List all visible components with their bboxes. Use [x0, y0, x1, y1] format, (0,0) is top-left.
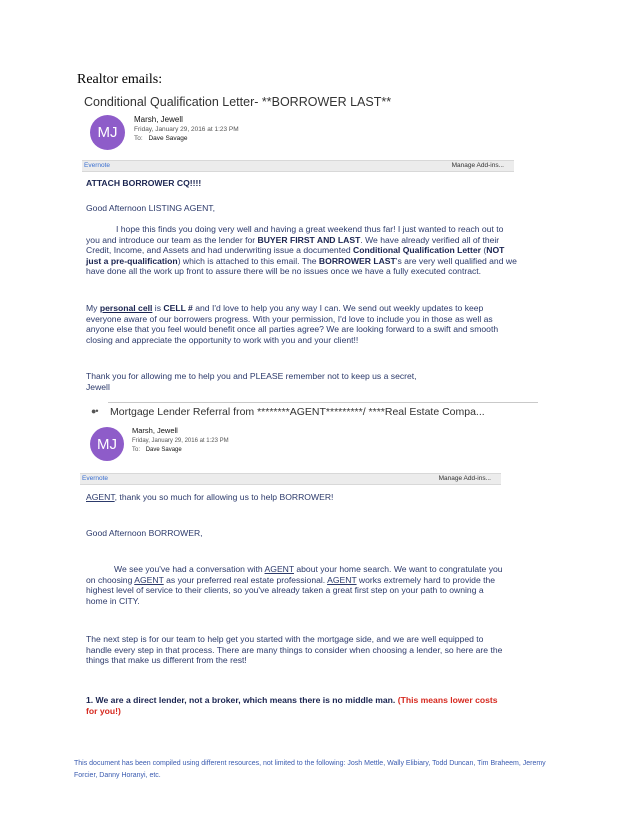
- email1-avatar: MJ: [90, 115, 125, 150]
- email1-to: Dave Savage: [148, 135, 188, 142]
- document-footer: This document has been compiled using different resources, not limited to the following: Josh Mettle, Wally Elibiary, Todd Duncan, Tim Braheem, Jeremy Forcier, Danny Horanyi, etc.: [74, 760, 546, 779]
- email1-greeting: Good Afternoon LISTING AGENT,: [86, 203, 215, 213]
- email1-subject: Conditional Qualification Letter- **BORROWER LAST**: [84, 95, 392, 109]
- email1-paragraph-2: [86, 303, 518, 345]
- email2-p1-agent: AGENT: [134, 574, 164, 585]
- email1-date: Friday, January 29, 2016 at 1:23 PM: [134, 126, 239, 133]
- email1-evernote-link[interactable]: Evernote: [84, 162, 111, 169]
- email1-p1-text: I hope this finds you doing very well and having a great weekend thus far! I just wanted to reach out to you and introduce our team as the lender for: [86, 224, 504, 245]
- email1-p2-personal-cell: personal cell: [99, 303, 153, 313]
- email1-p1-borrower: BORROWER LAST: [318, 255, 396, 266]
- email1-paragraph-1: [86, 224, 518, 277]
- email1-p1-cq: Conditional Qualification Letter: [353, 245, 482, 256]
- email1-p2-text: is: [152, 303, 164, 313]
- email2-thanks-text: , thank you so much for allowing us to help BORROWER!: [114, 492, 334, 502]
- email1-p1-text: ) which is attached to this email. The: [177, 255, 319, 266]
- email2-lower-costs: (This means lower costs for you!): [86, 695, 498, 716]
- email2-date: Friday, January 29, 2016 at 1:23 PM: [132, 438, 229, 444]
- email1-addin-bar: [82, 160, 514, 172]
- email1-to-label: To:: [134, 135, 143, 142]
- email2-p1-text: We see you've had a conversation with: [114, 564, 265, 574]
- email2-p1-agent: AGENT: [327, 574, 357, 585]
- conversation-icon: ●•: [91, 406, 98, 416]
- email1-sender: Marsh, Jewell: [134, 115, 183, 124]
- email2-to-label: To:: [132, 447, 141, 453]
- email2-subject: Mortgage Lender Referral from ********AGENT*********/ ****Real Estate Compa...: [110, 406, 485, 418]
- email2-recipient: [132, 446, 182, 454]
- email1-paragraph-3: Thank you for allowing me to help you and PLEASE remember not to keep us a secret,: [86, 371, 417, 381]
- email1-p1-text: (: [481, 245, 487, 256]
- email2-paragraph-2: The next step is for our team to help get you started with the mortgage side, and we are well equipped to handle every step in that process. There are many things to consider when choosing a lender, so here are the things that make us different from the rest!: [86, 634, 503, 666]
- email1-p1-not-prequal: NOT just a pre-qualification: [86, 245, 505, 266]
- email1-p1-text: . We have already verified all of their Credit, Income, and Assets and had underwriting issue a documented: [86, 234, 500, 256]
- email2-p1-agent: AGENT: [264, 564, 294, 574]
- email2-p1-text: as your preferred real estate professional.: [163, 574, 328, 585]
- email2-sender: Marsh, Jewell: [132, 426, 178, 435]
- email1-p1-buyer: BUYER FIRST AND LAST: [257, 234, 361, 245]
- email2-agent-link: AGENT: [86, 492, 115, 502]
- email2-thanks-line: [86, 492, 506, 503]
- email2-addin-bar: [80, 473, 501, 485]
- email1-p2-text: and I'd love to help you any way I can. We send out weekly updates to keep everyone aware of our borrowers progress. With your permission, I'd love to include you in those as well as anyone else that you feel would benefit once all parties agree? We are looking forward to a swift and smooth closing and appreciate the opportunity to work with you and your client!!: [86, 303, 499, 345]
- email1-p1-text: 's are very well qualified and we have done all the work up front to assure there will be no issues once we have a fully executed contract.: [86, 255, 517, 277]
- email1-manage-addins-button[interactable]: Manage Add-ins...: [451, 162, 504, 169]
- email1-p2-cell-number: CELL #: [163, 303, 193, 313]
- email2-p1-text: works extremely hard to provide the highest level of service to their clients, so you've already taken a great first step on your path to owning a home in CITY.: [86, 574, 496, 606]
- page-heading: Realtor emails:: [77, 72, 163, 87]
- email2-direct-lender: 1. We are a direct lender, not a broker, which means there is no middle man.: [86, 695, 398, 705]
- email2-to: Dave Savage: [145, 447, 182, 453]
- email2-manage-addins-button[interactable]: Manage Add-ins...: [438, 475, 491, 482]
- email2-paragraph-1: [86, 564, 504, 606]
- email2-greeting: Good Afternoon BORROWER,: [86, 528, 203, 538]
- email2-evernote-link[interactable]: Evernote: [82, 475, 109, 482]
- email2-avatar: MJ: [90, 427, 124, 461]
- email1-signature: Jewell: [86, 382, 110, 392]
- email1-recipient: [134, 135, 188, 143]
- email2-p1-text: about your home search. We want to congratulate you on choosing: [86, 564, 503, 585]
- email1-p2-text: My: [86, 303, 100, 313]
- email2-paragraph-3: [86, 695, 504, 716]
- email1-attach-line: ATTACH BORROWER CQ!!!!: [86, 178, 202, 188]
